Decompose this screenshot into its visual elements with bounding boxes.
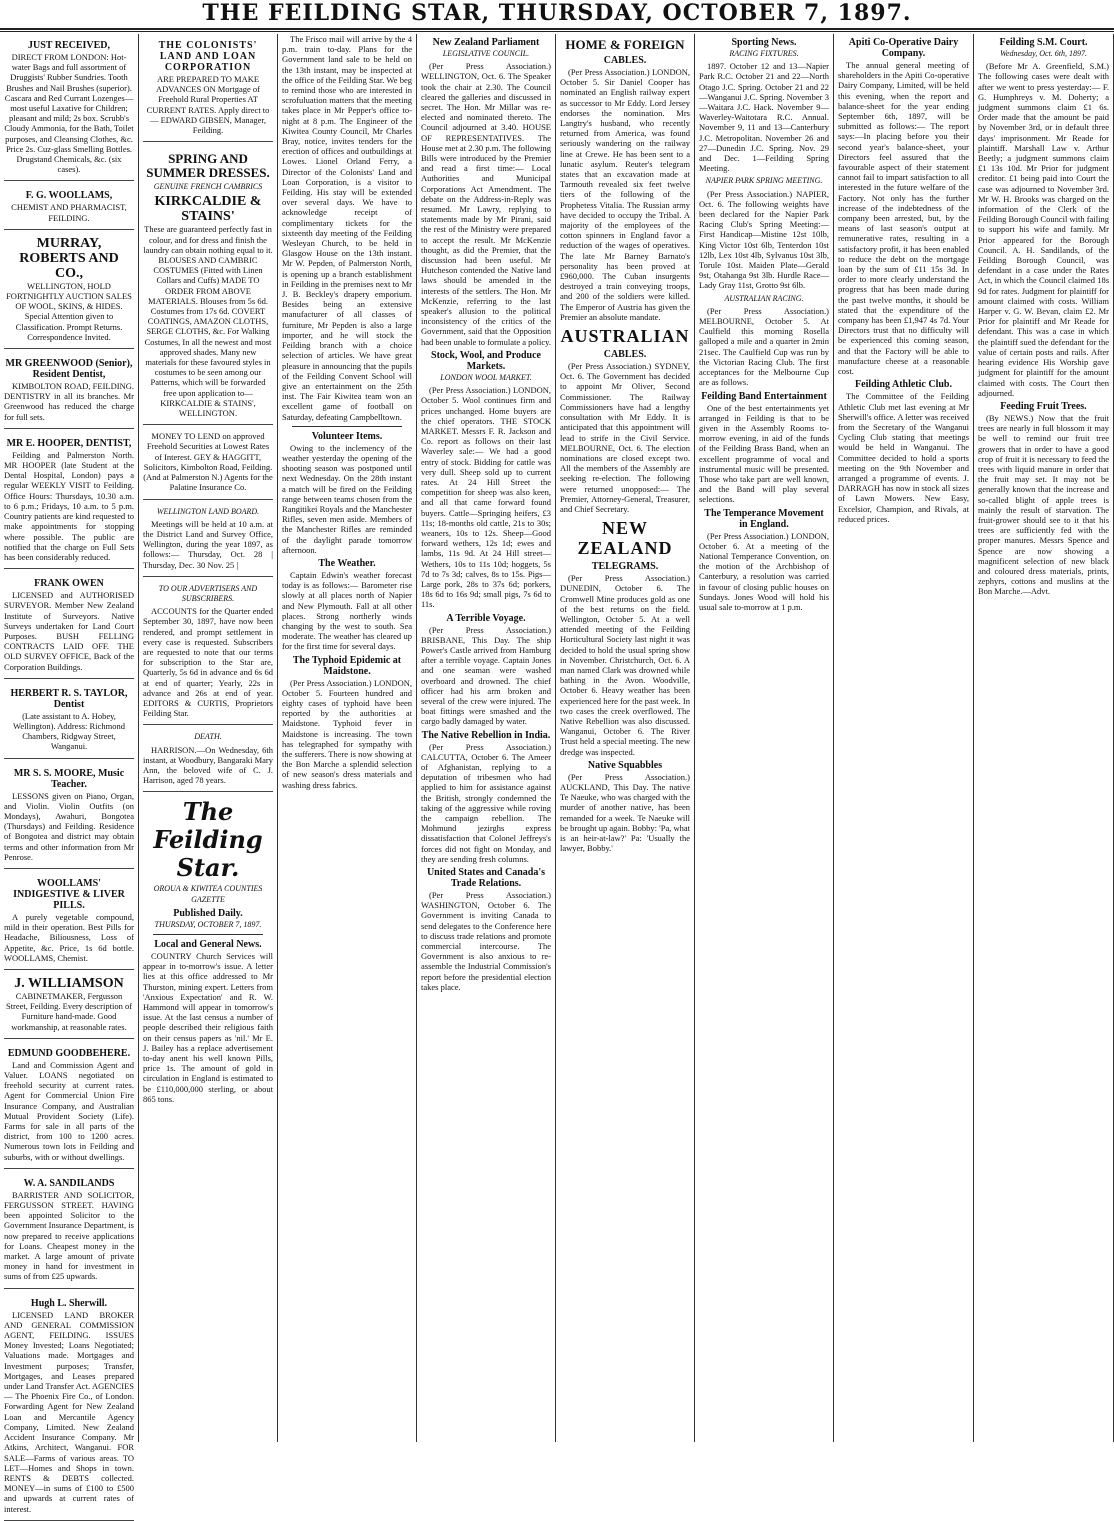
ad-frank-owen: FRANK OWEN LICENSED and AUTHORISED SURVEYOR. Member New Zealand Institute of Surveyors. Native Surveys undertaken for Land Court Purposes. BUSH FELLING CONTRACTS LAID OFF. THE OLD SURVEY OFFICE, Back of the Corporation Buildings. — [4, 572, 134, 679]
column-8 — [974, 34, 1114, 1442]
ad-colonists: THE COLONISTS' LAND AND LOAN CORPORATION ARE PREPARED TO MAKE ADVANCES ON Mortgage of Freehold Rural Properties AT CURRENT RATES. Apply direct to— EDWARD GIBSEN, Manager, Feilding. — [143, 34, 273, 142]
column-2 — [139, 34, 278, 1442]
section-athletic: Feilding Athletic Club. The Committee of the Feilding Athletic Club met last evening at Mr Sherwill's office. A letter was received from the Secretary of the Wanganui Cycling Club stating that meetings would be held in Wanganui. The Committee decided to hold a sports meeting on the 9th November and arranged a programme of events. J. DARRAGH has now in stock all sizes of Lawn Mowers. New Easy, Excelsior, Champion, and Rivals, at reduced prices. — [838, 379, 969, 524]
paper-nameplate: The Feilding Star. OROUA & KIWITEA COUNTIES GAZETTE Published Daily. THURSDAY, OCTOBER 7, 1897. — [153, 797, 263, 929]
column-3 — [278, 34, 417, 1442]
ad-sherwill: Hugh L. Sherwill. LICENSED LAND BROKER AND GENERAL COMMISSION AGENT, FEILDING. ISSUES Money Invested; Loans Negotiated; Valuations made. Mortgages and Investment purposes; Transfer, Mortgages, and Leases prepared under Land Transfer Act. AGENCIES— The Phoenix Fire Co., of London. Forwarding Agent for New Zealand Loan and Mercantile Agency Company, Limited. New Zealand Accident Insurance Company. Mr Atkins, Architect, Wanganui. FOR SALE—Farms of various areas. TO LET—Homes and Shops in town. RENTS & DEBTS collected. MONEY—in sums of £100 to £500 and upwards at current rates of interest. — [4, 1292, 134, 1521]
ad-money-to-lend: MONEY TO LEND on approved Freehold Securities at Lowest Rates of Interest. GEY & HAGGITT, Solicitors, Kimbolton Road, Feilding. (And at Palmerston N.) Agents for the Palatine Insurance Co. — [143, 428, 273, 499]
section-usa: United States and Canada's Trade Relations. (Per Press Association.) WASHINGTON, October 6. The Government is inviting Canada to send delegates to the Conference here to discuss trade relations and promote commercial intercourse. The Government is also anxious to re-assemble the Industrial Commission's report before the presidential election takes place. — [421, 867, 551, 992]
masthead-rule — [0, 31, 1114, 32]
ad-moore: MR S. S. MOORE, Music Teacher. LESSONS given on Piano, Organ, and Violin. Violin Outfits (on Mondays), Awahuri, Bongotea (Thursdays) and Feilding. Residence of Bongotea and district may obtain terms and other information from Mr Penrose. — [4, 762, 134, 869]
ad-greenwood: MR GREENWOOD (Senior), Resident Dentist, KIMBOLTON ROAD, FEILDING. DENTISTRY in all its branches. Mr Greenwood has reduced the charge for full sets. — [4, 352, 134, 429]
ad-goodbehere: EDMUND GOODBEHERE. Land and Commission Agent and Valuer. LOANS negotiated on freehold security at current rates. Agent for Commercial Union Fire Insurance Company, and Australian Mutual Provident Society (Life). Farms for sale in all parts of the district, from 100 to 1200 acres. Numerous town lots in Feilding and suburbs, with or without dwellings. — [4, 1042, 134, 1169]
ad-land-board: WELLINGTON LAND BOARD. Meetings will be held at 10 a.m. at the District Land and Survey Office, Wellington, during the year 1897, as follows:— Thursday, Oct. 28 | Thursday, Dec. 30 Nov. 25 | — [143, 503, 273, 577]
ad-hooper: MR E. HOOPER, DENTIST, Feilding and Palmerston North. MR HOOPER (late Student at the Dental Hospital, London) pays a regular WEEKLY VISIT to Feilding. Office Hours: Thursdays, 10.30 a.m. to 6 p.m.; Fridays, 10 a.m. to 5 p.m. Country patients are kind requested to make appointments for stopping where possible. The public are notified that the charge on Full Sets has been considerably reduced. — [4, 432, 134, 569]
column-4 — [417, 34, 556, 1442]
section-australian-racing: AUSTRALIAN RACING. (Per Press Association.) MELBOURNE, October 5. At Caulfield this morning Rosella galloped a mile and a quarter in 2min 21sec. The Caulfield Cup was run by the Victorian Racing Club. The first acceptances for the Melbourne Cup are as follows. — [699, 293, 829, 388]
section-court: Feilding S.M. Court. Wednesday, Oct. 6th, 1897. (Before Mr A. Greenfield, S.M.) The following cases were dealt with after we went to press yesterday:— F. G. Humphreys v. M. Doherty; a judgment summons claim £1 6s. Order made that the amount be paid by November 3rd, or in default three days' imprisonment. Mr Reade for plaintiff. Marshall Law v. Arthur Beetly; a judgment summons claim £1 13s 10d. Mr Prior for judgment creditor. £1 being paid into Court the case was adjourned to November 3rd. Mr W. H. Brooks was charged on the information of the Clerk of the Feilding Borough Council with failing to support his wife and family. Mr Prior appeared for the Borough Council. A. H. Sandilands, of the Feilding Borough Council, was defendant in a case under the Rates Act, in which the Council claimed 18s 9d for rates. Judgment for plaintiff for amount claimed with costs. William Harper v. G. W. Bevan, claim £2. Mr Prior for plaintiff and Mr Reade for defendant. This was a case in which the plaintiff sued the defendant for the value of certain posts and rails. After hearing evidence His Worship gave judgment for plaintiff for the amount claimed with costs. The Court then adjourned. — [978, 37, 1109, 398]
masthead: THE FEILDING STAR, THURSDAY, OCTOBER 7, 1897. — [0, 0, 1114, 30]
section-india: The Native Rebellion in India. (Per Press Association.) CALCUTTA, October 6. The Ameer of Afghanistan, replying to a deputation of tribesmen who had applied to him for assistance against the British, strongly condemned the taking of the aggressive while roving the campaign rebellion. The Mohmund jezirghs express dissatisfaction that Colonel Jeffreys's forces did not fight on Monday, and they are sending fresh columns. — [421, 729, 551, 864]
section-band-entertainment: Feilding Band Entertainment One of the best entertainments yet arranged in Feilding is that to be given in the Assembly Rooms to-morrow evening, in aid of the funds of the Feilding Brass Band, when an excellent programme of vocal and instrumental music will be presented. Those who take part are well known, and the Band will play several selections. — [699, 390, 829, 505]
ad-williamson: J. WILLIAMSON CABINETMAKER, Fergusson Street, Feilding. Every description of Furniture hand-made. Good workmanship, at reasonable rates. — [4, 973, 134, 1039]
column-1-ads — [0, 34, 139, 1514]
section-weather: The Weather. Captain Edwin's weather forecast today is as follows:— Barometer rise slowly at all places north of Napier and New Plymouth. Fall at all other places. Strong northerly winds changing by the west to south. Sea moderate. The weather has cleared up for the first time for several days. — [282, 557, 412, 652]
local-news-continued: The Frisco mail will arrive by the 4 p.m. train to-day. Plans for the Government land sale to be held on the 13th instant, may be inspected at the office of the Feilding Star. We beg to remind those who are interested in scrofuluation matters that the meeting takes place in Mr Pepper's office to-night at 8 p.m. The Engineer of the Kiwitea County Council, Mr Charles Bray, notice, invites tenders for the erection of offices and outbuildings at Lowes. Lionel Orland Ferry, a Director of the Colonists' Land and Loan Corporation, is a visitor to Feilding. His stay will be extended over several days. We have to acknowledge receipt of complimentary tickets for the sixteenth day meeting of the Feilding Wesleyan Church, to be held in Glasgow House on the 13th instant. Mr W. Pepden, of Palmerston North, is opening up a branch establishment in Feilding in the premises next to Mr J. B. Beckley's drapery emporium. Besides being an extensive manufacturer of all classes of furniture, Mr Pepden is also a large importer, and he will stock the Feilding branch with a choice selection of articles. We have great pleasure in announcing that the pupils of the Feilding Convent School will give an entertainment on the 25th inst. The Fair Kiwitea team won an excellent game of football on Saturday, defeating Campbelltown. — [282, 34, 412, 422]
brand-kirkcaldie: KIRKCALDIE & STAINS' — [154, 194, 262, 225]
column-5 — [556, 34, 695, 1442]
ad-taylor: HERBERT R. S. TAYLOR, Dentist (Late assistant to A. Hobey, Wellington). Address: Richmond Chambers, Ridgway Street, Wanganui. — [4, 682, 134, 759]
notice-death: DEATH. HARRISON.—On Wednesday, 6th instant, at Woodbury, Bangaraki Mary Ann, the beloved wife of C. J. Harrison, aged 78 years. — [143, 728, 273, 792]
section-local-news: Local and General News. COUNTRY Church Services will appear in to-morrow's issue. A letter lies at this office addressed to Mr Thurston, mining expert. Letters from 'Anxious Expectation' and R. W. Hammond will appear in tomorrow's issue. At the last census a number of people described their religious faith on their census papers as 'nil.' Mr E. J. Bailey has a replace advertisement to-day anent his well known Pills, price 1s. The amount of gold in circulation in England is estimated to be £110,000,000 sterling, or about 865 tons. — [143, 938, 273, 1104]
section-dairy: Apiti Co-Operative Dairy Company. The annual general meeting of shareholders in the Apiti Co-operative Dairy Company, Limited, will be held this evening, when the report and balance-sheet for the year ending September 6th, 1897, will be submitted as follows:— The report says:—In placing before you their second year's balance-sheet, your Directors feel assured that the favourable aspect of their statement cannot fail to impart satisfaction to all interested in the future welfare of the Factory. Not only has the further increase of the indebtedness of the company been arrested, but, by the means of last season's output at remunerative rates, resulting in a satisfactory profit, it has been enabled to reduce the debt on the mortgage loan by the sum of £11 15s 3d. In order to more clearly understand the progress that has been made during the past twelve months, it should be stated that the expenditure of the company has been £1,947 4s 7d. Your Directors trust that no difficulty will be experienced this coming season, and that the Factory will be able to manufacture cheese at a reasonable cost. — [838, 37, 969, 377]
section-australian-cables: AUSTRALIAN CABLES. (Per Press Association.) SYDNEY, Oct. 6. The Government has decided to appoint Mr Oliver, Second Commissioner. The Railway Commissioners have had a lengthy consultation with Mr Eddy. It is anticipated that this appointment will lead to strife in the Civil Service. MELBOURNE, Oct. 6. The election nominations are closed except two. All the members of the Assembly are seeking re-election. The following were returned unopposed:— The Premier, Attorney-General, Treasurer, and Chief Secretary. — [560, 326, 690, 514]
section-native-squabbles: Native Squabbles (Per Press Association.) AUCKLAND, This Day. The native Te Naeuke, who was charged with the murder of another native, has been remanded for a week. Te Naeuke will be brought up again. Bobby: 'Pa, what is an heir-at-law?' Pa: 'Usually the lawyer, Bobby.' — [560, 759, 690, 854]
section-parliament: New Zealand Parliament LEGISLATIVE COUNCIL. (Per Press Association.) WELLINGTON, Oct. 6. The Speaker took the chair at 2.30. The Council cleared the galleries and discussed in secret. The Hon. Mr Millar was re-elected and nominated thereto. The Council adjourned at 3.40. HOUSE OF REPRESENTATIVES. The House met at 2.30 p.m. The following Bills were introduced by the Premier and read a first time:— Local Authorities and Municipal Corporations Act Amendment. The debate on the Address-in-Reply was resumed. Mr Lawry, replying to statements made by Mr Pirani, said the rest of the Ministry were prepared to accept the result. Mr McKenzie thought, as did the Premier, that the discussion had been useful. Mr Hutcheson contended the Native land laws should be amended in the interests of the settlers. The Hon. Mr McKenzie, referring to the last speaker's allusion to the political inconsistency of the critics of the Government, said that the Opposition had been unable to formulate a policy. — [421, 37, 551, 347]
section-volunteer: Volunteer Items. Owing to the inclemency of the weather yesterday the opening of the shooting season was postponed until next Wednesday. On the 28th instant a match will be fired on the Feilding range between teams chosen from the Rangitikei Royals and the Manchester Rifles, seven men aside. Members of the Manchester Rifles are reminded of the daylight parade tomorrow afternoon. — [282, 430, 412, 555]
section-temperance: The Temperance Movement in England. (Per Press Association.) LONDON, October 6. At a meeting of the National Temperance Convention, on the motion of the Archbishop of Canterbury, a resolution was carried in favour of closing public houses on Sundays. Jones Wood will hold his usual sale to-morrow at 1 p.m. — [699, 507, 829, 612]
section-fruit-trees: Feeding Fruit Trees. (By NEWS.) Now that the fruit trees are nearly in full blossom it may be well to remind our fruit tree growers that in order to have a good crop of fruit it is necessary to feed the trees with liquid manure in order that the fruit may set. It may not be generally known that the increase and so-called blight of apple trees is mainly the result of starvation. The fruit-grower should see to it that his trees are sufficiently fed with the proper manures. Messrs Spence and Spence are now showing a magnificent selection of new black and coloured dress materials, prints, zephyrs, cottons and muslins at the Bon Marche.—Advt. — [978, 400, 1109, 597]
ad-just-received: JUST RECEIVED, DIRECT FROM LONDON: Hot-water Bags and full assortment of Druggists' Rubber Sundries. Tooth Brushes and Nail Brushes (superior). Cascara and Red Currant Lozenges—most useful Laxative for Children; pleasant and mild; 2s box. Scrubb's Cloudy Ammonia, for the Bath, Toilet purposes, and Cleansing Clothes, &c. Price 2s. Cuz-glass Smelling Bottles. Drugstand Chemicals, &c. (six cases). — [4, 34, 134, 181]
column-6 — [695, 34, 834, 1442]
divider — [292, 426, 402, 427]
ad-murray-roberts: MURRAY, ROBERTS AND CO., WELLINGTON, HOLD FORTNIGHTLY AUCTION SALES OF WOOL, SKINS, & HIDES. Special Attention given to Classification. Prompt Returns. Correspondence Invited. — [4, 233, 134, 349]
section-nz-telegrams: NEW ZEALAND TELEGRAMS. (Per Press Association.) DUNEDIN, October 6. The Cromwell Mine produces gold as one of the best returns on the field. Wellington, October 5. At a well attended meeting of the Feilding Horticultural Society last night it was decided to hold the usual spring show in November. Christchurch, Oct. 6. A man named Clark was drowned while bathing in the Avon. Woodville, October 6. Heavy weather has been experienced here for the past week. In two cases the creek overflowed. The Native Rebellion was also discussed. Wanganui, October 6. The River Trust held a special meeting. The new dredge was inspected. — [560, 518, 690, 757]
ad-pills: WOOLLAMS' INDIGESTIVE & LIVER PILLS. A purely vegetable compound, mild in their operation. Best Pills for Headache, Biliousness, Loss of Appetite, &c. Price, 1s 6d bottle. WOOLLAMS, Chemist. — [4, 872, 134, 970]
section-home-foreign: HOME & FOREIGN CABLES. (Per Press Association.) LONDON, October 5. Sir Daniel Cooper has nominated an English railway expert as successor to Mr Eddy. Lord Jersey endorses the nomination. Mrs Langtry's husband, who recently returned from America, was found seriously wandering on the railway line at Crewe. He has been sent to a lunatic asylum. Reuter's telegram states that an excavation made at Tarmouth revealed six feet twelve tiers of the following of the Prophetess Vitalia. The Russian army have decided to occupy the Tribal. A majority of the employees of the cotton spinners in England favor a reduction of the wages of operatives. The late Mr Barney Barnato's personality has been proved at £960,000. The Cuban insurgents destroyed a train conveying troops, and 200 of the soldiers were killed. The Emperor of Austria has given the Premier an absolute mandate. — [560, 37, 690, 322]
ad-woollams: F. G. WOOLLAMS, CHEMIST AND PHARMACIST, FEILDING. — [4, 184, 134, 229]
section-sporting: Sporting News. RACING FIXTURES. 1897. October 12 and 13—Napier Park R.C. October 21 and 22—North Otago J.C. Spring. October 21 and 22—Wanganui J.C. Spring. November 3—Waitara J.C. Hack. November 9—Waverley-Waitotara R.C. Annual. November 9, 11 and 13—Canterbury J.C. Metropolitan. November 26 and 27—Dunedin J.C. Spring. Nov. 29 and Dec. 1—Feilding Spring Meeting. — [699, 37, 829, 174]
column-7 — [834, 34, 974, 1442]
section-markets: Stock, Wool, and Produce Markets. LONDON WOOL MARKET. (Per Press Association.) LONDON, October 5. Wool continues firm and prices unchanged. Home buyers are the chief operators. THE STOCK MARKET. Messrs F. R. Jackson and Co. report as follows on their last Waverley sale:— We had a good entry of stock. Bidding for cattle was very dull. Sheep sold up to current rates. At 24 Hill Street the competition for sheep was also keen, and all that came forward found buyers. Cattle—Springing heifers, £3 11s; 18-months old cattle, 21s to 30s; weaners, 10s to 12s. Sheep—Good forward wethers, 12s 1d; ewes and lambs, 11s 9d. At 24 Hill street—Wethers, 10s to 11s 10d; hoggets, 5s 7d to 7s 3d; calves, 8s to 15s. Pigs—Large pork, 28s to 37s 6d; porkers, 18s 6d to 16s 9d; small pigs, 7s 6d to 11s. — [421, 349, 551, 610]
ad-sandilands: W. A. SANDILANDS BARRISTER AND SOLICITOR, FERGUSSON STREET. HAVING been appointed Solicitor to the Government Insurance Department, is now prepared to receive applications for Loans. Cheapest money in the market. A large amount of private money in hand for investment in sums of from £25 upwards. — [4, 1172, 134, 1289]
divider — [153, 934, 263, 935]
ad-spring-dresses: SPRING AND SUMMER DRESSES. GENUINE FRENCH CAMBRICS KIRKCALDIE & STAINS' These are guaranteed perfectly fast in colour, and for dress and finish the laundry can obtain nothing equal to it. BLOUSES AND CAMBRIC COSTUMES (Fitted with Linen Collars and Cuffs) MADE TO ORDER FROM ABOVE MATERIALS. Blouses from 5s 6d. Costumes from 17s 6d. COVERT COATINGS, AMAZON CLOTHS, SERGE CLOTHS, &c. For Walking Costumes, In all the newest and most approved shades. Many new materials for these favoured styles in costumes to be seen among our Patterns, which will be forwarded free upon application to— KIRKCALDIE & STAINS', WELLINGTON. — [143, 145, 273, 425]
section-typhoid: The Typhoid Epidemic at Maidstone. (Per Press Association.) LONDON, October 5. Fourteen hundred and eighty cases of typhoid have been reported by the authorities at Maidstone. Typhoid fever in Maidstone is increasing. The town has telegraphed for sympathy with the sufferers. There is now showing at the Bon Marche a splendid selection of new season's dress materials and washing dress fabrics. — [282, 654, 412, 790]
section-voyage: A Terrible Voyage. (Per Press Association.) BRISBANE, This Day. The ship Power's Castle arrived from Hamburg after a terrible voyage. Captain Jones and one seaman were washed overboard and drowned. The chief officer had his arm broken and several of the crew were injured. The boat fittings were smashed and the cargo badly damaged by water. — [421, 612, 551, 727]
section-napier-park: NAPIER PARK SPRING MEETING. (Per Press Association.) NAPIER, Oct. 6. The following weights have been declared for the Napier Park Racing Club's Spring Meeting:— First Handicap—Mistine 12st 10lb, King Victor 10st 6lb, Tenterdon 10st 12lb, Lex 10st 4lb, Sylvanus 10st 3lb, Torule 10st. Maiden Plate—Gerald 9st, Otahanga 9st 3lb. Hurdle Race—Lady Gray 11st, Grotto 9st 6lb. — [699, 176, 829, 291]
notice-subscribers: TO OUR ADVERTISERS AND SUBSCRIBERS. ACCOUNTS for the Quarter ended September 30, 1897, have now been rendered, and prompt settlement in every case is requested. Subscribers are requested to note that our terms for subscription to the Star are, Quarterly, 5s 6d in advance and 6s 6d at end of quarter; Yearly, 22s in advance and 26s at end of year. EDITORS & CURTIS, Proprietors Feilding Star. — [143, 580, 273, 726]
